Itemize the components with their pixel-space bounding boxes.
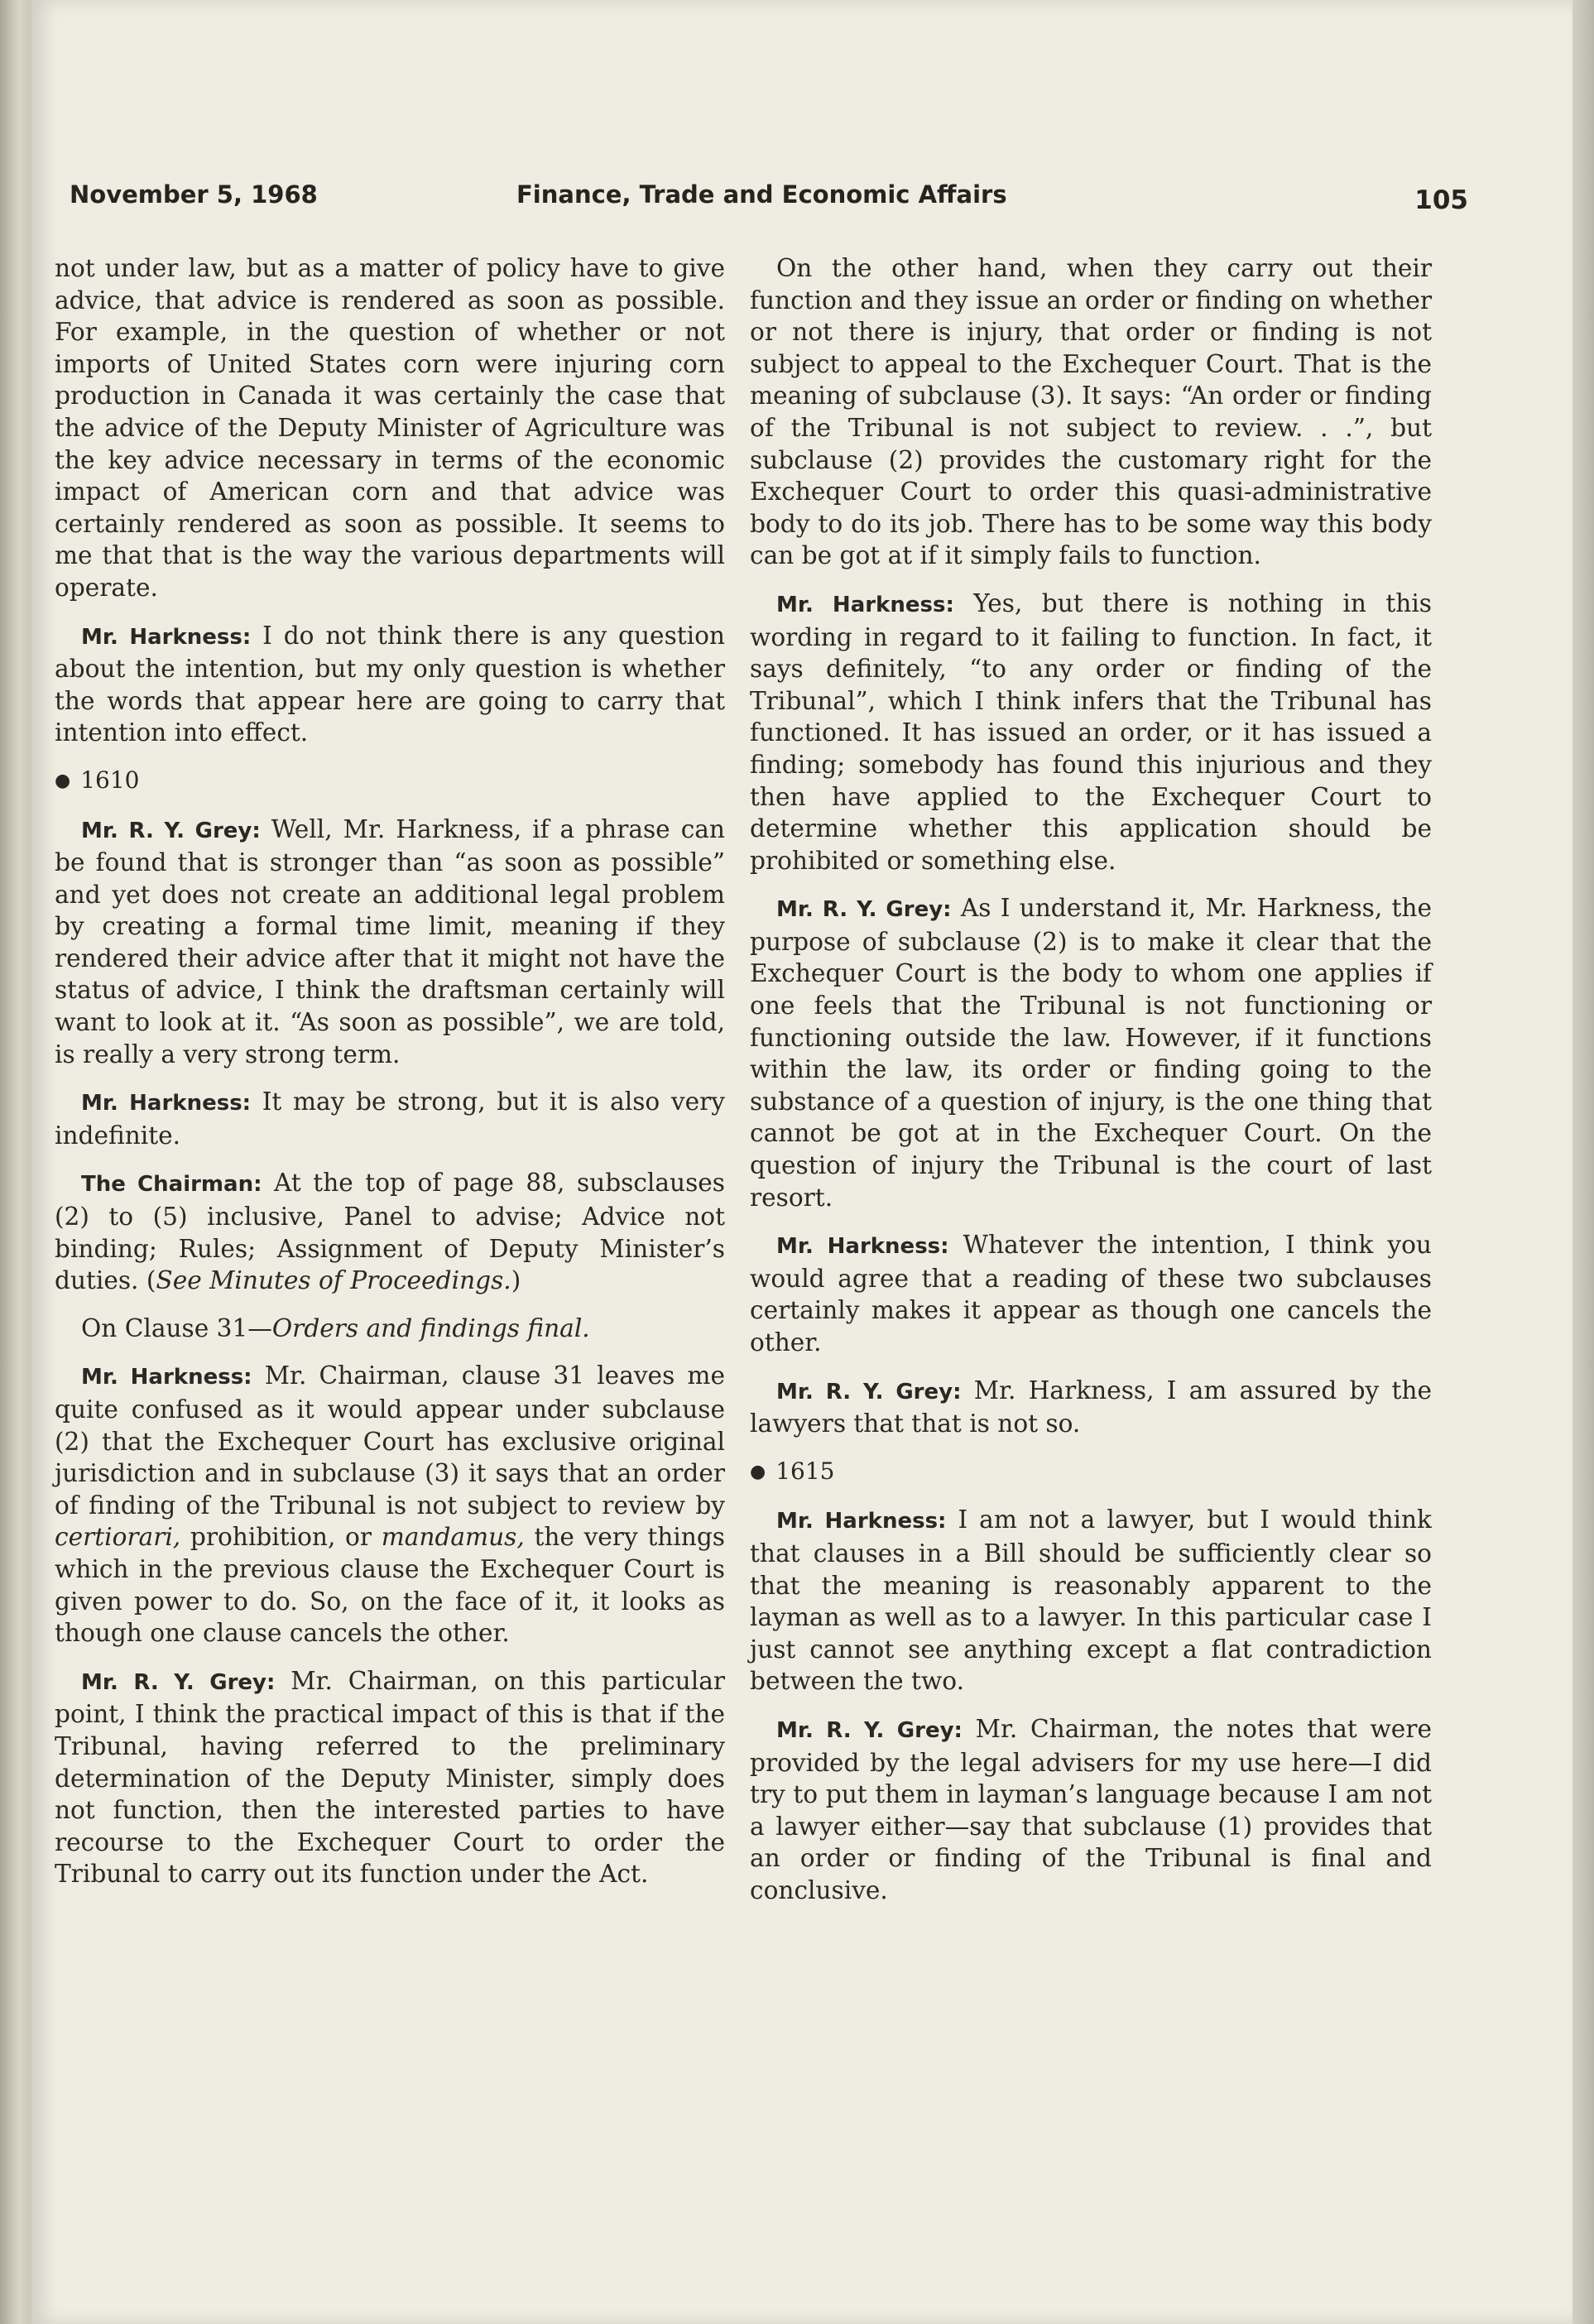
time-marker-value: 1610 xyxy=(80,766,140,794)
italic-reference: See Minutes of Proceedings. xyxy=(156,1266,511,1295)
speech-paragraph xyxy=(55,620,725,749)
speech-text: Whatever the intention, I think you would agree that a reading of these two subclauses certainly makes it appear as though one cancels the other. xyxy=(750,1231,1432,1356)
speaker-name: Mr. Harkness: xyxy=(81,624,252,650)
speech-paragraph xyxy=(750,1713,1432,1907)
speech-paragraph xyxy=(55,1086,725,1151)
speech-text: I am not a lawyer, but I would think that clauses in a Bill should be sufficiently clear so that the meaning is reasonably apparent to the layman as well as to a lawyer. In this particular case I just cannot see anything except a flat contradiction between the two. xyxy=(750,1505,1432,1696)
speaker-name: Mr. R. Y. Grey: xyxy=(81,818,261,843)
book-spine xyxy=(0,0,31,2324)
header-section-title: Finance, Trade and Economic Affairs xyxy=(516,180,1007,209)
speaker-name: Mr. Harkness: xyxy=(81,1091,252,1116)
speaker-name: The Chairman: xyxy=(81,1172,262,1198)
speaker-name: Mr. R. Y. Grey: xyxy=(81,1669,276,1695)
header-date: November 5, 1968 xyxy=(70,180,318,209)
speech-paragraph xyxy=(750,1504,1432,1697)
speech-paragraph xyxy=(55,1167,725,1296)
closing-paren: ) xyxy=(511,1266,521,1295)
left-column xyxy=(55,252,725,1906)
speech-text: I do not think there is any question about the intention, but my only question is whether the words that appear here are going to carry that intention into effect. xyxy=(55,621,725,747)
speech-text: Mr. Harkness, I am assured by the lawyers that that is not so. xyxy=(750,1376,1432,1438)
speech-text: It may be strong, but it is also very indefinite. xyxy=(55,1088,725,1150)
speech-text: prohibition, or xyxy=(190,1523,372,1552)
speech-paragraph xyxy=(750,892,1432,1213)
speech-paragraph xyxy=(55,1665,725,1890)
bullet-icon: ● xyxy=(750,1461,766,1482)
paragraph: On the other hand, when they carry out their function and they issue an order or finding on whether or not there is injury, that order or finding is not subject to appeal to the Exchequer Court. That is the meaning of subclause (3). It says: “An order or finding of the Tribunal is not subject to review. . .”, but subclause (2) provides the customary right for the Exchequer Court to order this quasi-administrative body to do its job. There has to be some way this body can be got at if it simply fails to function. xyxy=(750,254,1432,570)
speaker-name: Mr. R. Y. Grey: xyxy=(776,1379,962,1404)
time-marker xyxy=(55,765,725,798)
speaker-name: Mr. R. Y. Grey: xyxy=(776,897,952,923)
speaker-name: Mr. R. Y. Grey: xyxy=(776,1717,963,1743)
paragraph: not under law, but as a matter of policy have to give advice, that advice is rendered as soon as possible. For example, in the question of whether or not imports of United States corn were injuring corn production in Canada it was certainly the case that the advice of the Deputy Minister of Agriculture was the key advice necessary in terms of the economic impact of American corn and that advice was certainly rendered as soon as possible. It seems to me that that is the way the various departments will operate. xyxy=(55,254,725,602)
speaker-name: Mr. Harkness: xyxy=(81,1365,252,1390)
speech-text: Mr. Chairman, clause 31 leaves me quite confused as it would appear under subclause (2) that the Exchequer Court has exclusive original jurisdiction and in subclause (3) it says that an order of finding of the Tribunal is not subject to review by xyxy=(55,1361,725,1520)
page-number: 105 xyxy=(1414,185,1468,215)
bullet-icon: ● xyxy=(55,770,71,791)
right-column xyxy=(750,252,1432,1923)
clause-heading xyxy=(55,1313,725,1345)
speaker-name: Mr. Harkness: xyxy=(776,592,954,617)
speech-text: Well, Mr. Harkness, if a phrase can be found that is stronger than “as soon as possible” and yet does not create an additional legal problem by creating a formal time limit, meaning if they rendered their advice after that it might not have the status of advice, I think the draftsman certainly will want to look at it. “As soon as possible”, we are told, is really a very strong term. xyxy=(55,814,725,1068)
speaker-name: Mr. Harkness: xyxy=(776,1509,947,1534)
speech-paragraph xyxy=(750,588,1432,876)
speech-text: At the top of page 88, subsclauses (2) to (5) inclusive, Panel to advise; Advice not binding; Rules; Assignment of Deputy Minister’s duties. ( xyxy=(55,1169,725,1295)
speech-text: Yes, but there is nothing in this wording in regard to it failing to function. In fact, it says definitely, “to any order or finding of the Tribunal”, which I think infers that the Tribunal has functioned. It has issued an order, or it has issued a finding; somebody has found this injurious and they then have applied to the Exchequer Court to determine whether this application should be prohibited or something else. xyxy=(750,588,1432,875)
speech-paragraph xyxy=(55,814,725,1071)
running-header xyxy=(70,180,1468,218)
speech-text: Mr. Chairman, the notes that were provided by the legal advisers for my use here—I did try to put them in layman’s language because I am not a lawyer either—say that subclause (1) provides that an order or finding of the Tribunal is final and conclusive. xyxy=(750,1714,1432,1904)
italic-term: certiorari, xyxy=(55,1523,181,1552)
time-marker-value: 1615 xyxy=(775,1457,835,1485)
page-edge xyxy=(1572,0,1594,2324)
document-page xyxy=(31,0,1572,2324)
speech-text: Mr. Chairman, on this particular point, I think the practical impact of this is that if the Tribunal, having referred to the preliminary determination of the Deputy Minister, simply does not function, then the interested parties to have recourse to the Exchequer Court to order the Tribunal to carry out its function under the Act. xyxy=(55,1666,725,1889)
speech-paragraph xyxy=(750,1375,1432,1440)
speaker-name: Mr. Harkness: xyxy=(776,1234,949,1260)
time-marker xyxy=(750,1456,1432,1489)
speech-paragraph xyxy=(55,1360,725,1649)
clause-title: Orders and findings final. xyxy=(271,1313,590,1342)
speech-paragraph xyxy=(750,1229,1432,1358)
speech-text: As I understand it, Mr. Harkness, the purpose of subclause (2) is to make it clear that the Exchequer Court is the body to whom one applies if one feels that the Tribunal is not functioning or functioning outside the law. However, if it functions within the law, its order or finding going to the substance of a question of injury, is the one thing that cannot be got at in the Exchequer Court. On the question of injury the Tribunal is the court of last resort. xyxy=(750,894,1432,1212)
speech-text: the very things which in the previous clause the Exchequer Court is given power to do. So, on the face of it, it looks as though one clause cancels the other. xyxy=(55,1523,725,1648)
italic-term: mandamus, xyxy=(381,1523,525,1552)
clause-prefix: On Clause 31— xyxy=(81,1313,272,1342)
